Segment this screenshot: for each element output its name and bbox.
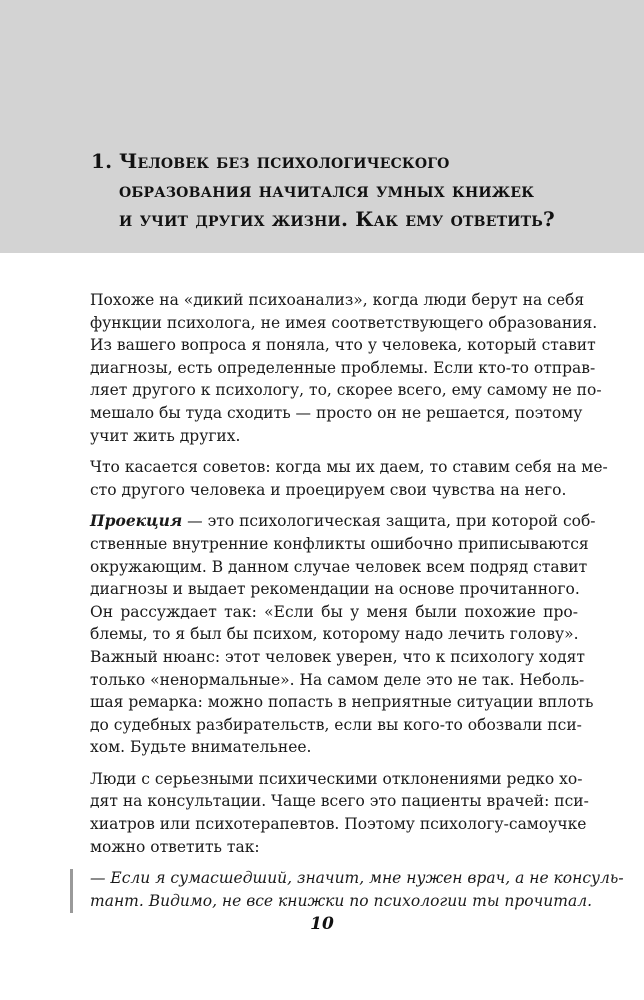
text-line: функции психолога, не имея соответствующего образования.: [90, 313, 598, 332]
text-line: только «ненормальные». На самом деле это не так. Неболь-: [90, 670, 585, 689]
paragraph: [90, 289, 602, 447]
text-line: мешало бы туда сходить — просто он не решается, поэтому: [90, 403, 583, 422]
text-line: хиатров или психотерапевтов. Поэтому психологу-самоучке: [90, 815, 587, 834]
paragraph: [90, 768, 589, 858]
quote-bar: [70, 869, 73, 913]
text-line: можно ответить так:: [90, 837, 260, 856]
quote-block: [90, 867, 624, 912]
chapter-number: 1.: [91, 149, 113, 173]
text-fragment: — это психологическая защита, при которой соб-: [182, 512, 596, 531]
text-line: [90, 510, 596, 533]
quote-line: — Если я сумасшедший, значит, мне нужен врач, а не консуль-: [90, 869, 624, 888]
text-line: Он рассуждает так: «Если бы у меня были похожие про-: [90, 602, 578, 621]
paragraph-projection: [90, 510, 596, 759]
text-line: учит жить других.: [90, 426, 241, 445]
text-line: ляет другого к психологу, то, скорее всего, ему самому не по-: [90, 381, 602, 400]
text-line: блемы, то я был бы психом, которому надо лечить голову».: [90, 625, 579, 644]
chapter-title: [91, 147, 611, 234]
text-line: ственные внутренние конфликты ошибочно приписываются: [90, 534, 589, 553]
text-line: Похоже на «дикий психоанализ», когда люди берут на себя: [90, 291, 585, 309]
text-line: хом. Будьте внимательнее.: [90, 738, 312, 757]
text-line: окружающим. В данном случае человек всем подряд ставит: [90, 557, 588, 576]
text-line: сто другого человека и проецируем свои чувства на него.: [90, 480, 567, 499]
text-line: дят на консультации. Чаще всего это пациенты врачей: пси-: [90, 792, 589, 811]
chapter-title-line: Человек без психологического: [119, 149, 450, 173]
text-line: диагнозы, есть определенные проблемы. Если кто-то отправ-: [90, 358, 596, 377]
text-line: Люди с серьезными психическими отклонениями редко хо-: [90, 769, 583, 788]
text-line: диагнозы и выдает рекомендации на основе прочитанного.: [90, 580, 580, 599]
text-line: до судебных разбирательств, если вы кого-то обозвали пси-: [90, 715, 582, 734]
chapter-title-line: и учит других жизни. Как ему ответить?: [119, 207, 555, 231]
chapter-title-line: образования начитался умных книжек: [119, 178, 535, 202]
page-number: 10: [310, 914, 334, 934]
text-line: шая ремарка: можно попасть в неприятные ситуации вплоть: [90, 693, 594, 712]
text-line: Из вашего вопроса я поняла, что у человека, который ставит: [90, 336, 596, 355]
text-line: Что касается советов: когда мы их даем, то ставим себя на ме-: [90, 458, 608, 477]
body-text: [90, 289, 624, 921]
term-projection: Проекция: [90, 511, 183, 531]
text-line: Важный нюанс: этот человек уверен, что к психологу ходят: [90, 647, 585, 666]
quote-line: тант. Видимо, не все книжки по психологии ты прочитал.: [90, 891, 592, 910]
paragraph: [90, 456, 608, 501]
